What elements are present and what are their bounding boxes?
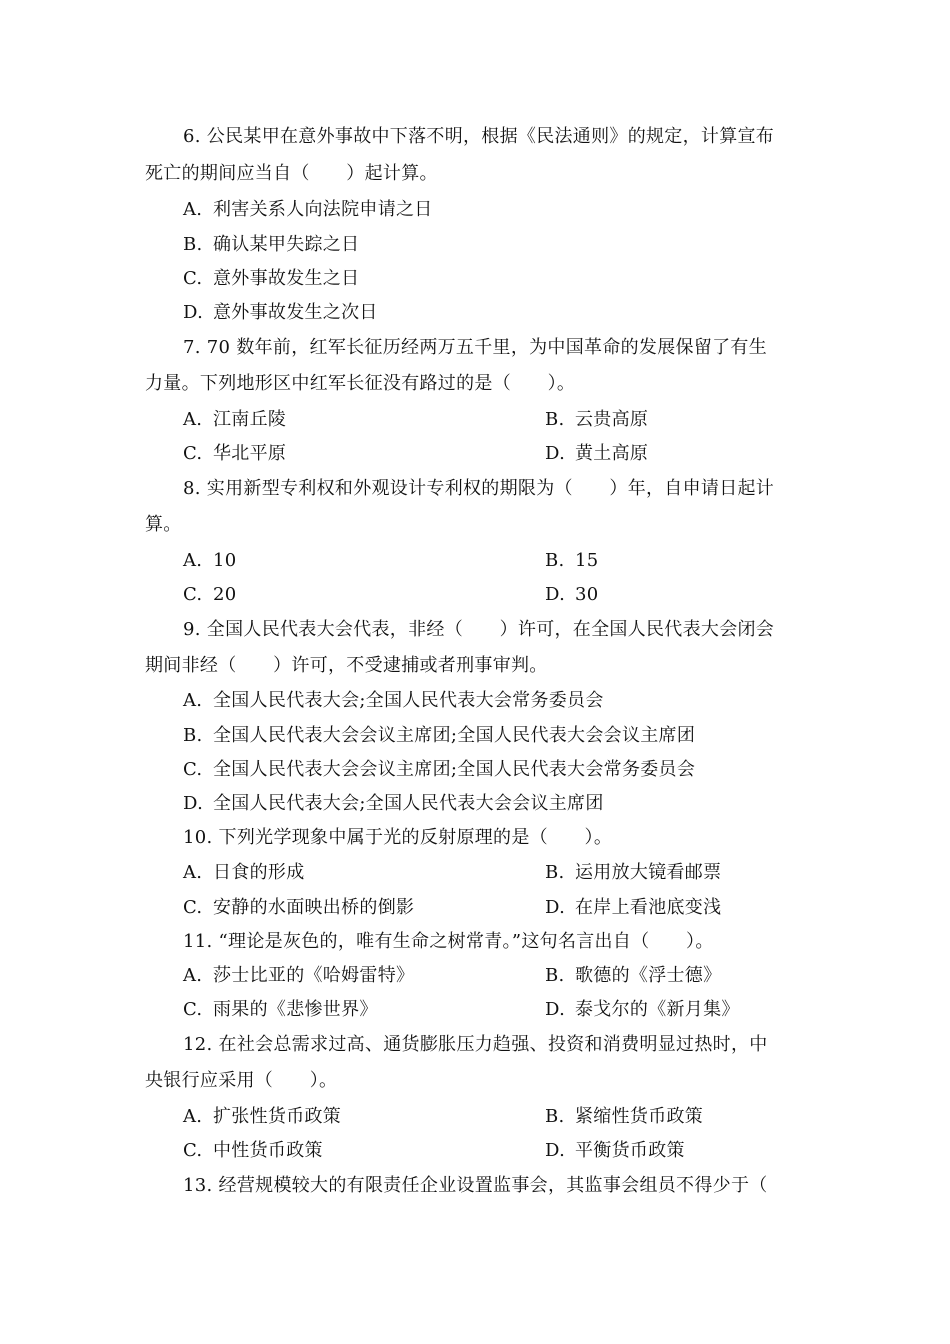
question-9-stem-line-1: 9. 全国人民代表大会代表，非经（ ）许可，在全国人民代表大会闭会 xyxy=(183,619,775,640)
option-label: A. xyxy=(183,965,203,986)
option-label: A. xyxy=(183,409,203,430)
option-text: 莎士比亚的《哈姆雷特》 xyxy=(213,965,415,986)
question-9-option-b xyxy=(183,724,695,748)
option-label: D. xyxy=(545,999,566,1020)
question-10-option-b xyxy=(545,861,721,885)
option-text: 雨果的《悲惨世界》 xyxy=(213,999,378,1020)
question-10-option-a xyxy=(183,861,305,885)
option-label: D. xyxy=(183,302,204,323)
option-text: 全国人民代表大会会议主席团;全国人民代表大会常务委员会 xyxy=(213,759,696,780)
option-label: D. xyxy=(545,443,566,464)
option-text: 平衡货币政策 xyxy=(575,1140,685,1161)
option-label: B. xyxy=(545,409,565,430)
question-6-option-b xyxy=(183,233,359,257)
option-label: C. xyxy=(183,897,203,918)
question-8-stem-line-1: 8. 实用新型专利权和外观设计专利权的期限为（ ）年，自申请日起计 xyxy=(183,478,775,499)
question-10-stem-line-1: 10. 下列光学现象中属于光的反射原理的是（ ）。 xyxy=(183,827,613,848)
option-label: B. xyxy=(545,1106,565,1127)
option-label: C. xyxy=(183,1140,203,1161)
question-8-option-d xyxy=(545,583,599,607)
option-text: 全国人民代表大会会议主席团;全国人民代表大会会议主席团 xyxy=(213,725,696,746)
question-8-option-b xyxy=(545,549,599,573)
option-text: 15 xyxy=(575,550,599,571)
option-label: D. xyxy=(545,584,566,605)
question-7-stem-line-1: 7. 70 数年前，红军长征历经两万五千里，为中国革命的发展保留了有生 xyxy=(183,337,768,358)
option-text: 紧缩性货币政策 xyxy=(575,1106,704,1127)
option-label: B. xyxy=(183,725,203,746)
option-label: A. xyxy=(183,690,203,711)
question-7-option-a xyxy=(183,408,286,432)
question-6-option-a xyxy=(183,198,433,222)
option-label: B. xyxy=(545,862,565,883)
option-label: D. xyxy=(545,1140,566,1161)
option-text: 20 xyxy=(213,584,237,605)
option-text: 中性货币政策 xyxy=(213,1140,323,1161)
question-7-option-d xyxy=(545,442,648,466)
question-11-stem-line-1: 11. “理论是灰色的，唯有生命之树常青。”这句名言出自（ ）。 xyxy=(183,931,714,952)
option-text: 泰戈尔的《新月集》 xyxy=(575,999,740,1020)
option-label: A. xyxy=(183,199,203,220)
option-text: 华北平原 xyxy=(213,443,287,464)
question-11-option-a xyxy=(183,964,414,988)
option-text: 在岸上看池底变浅 xyxy=(575,897,722,918)
option-text: 日食的形成 xyxy=(213,862,305,883)
option-label: C. xyxy=(183,759,203,780)
question-6-option-c xyxy=(183,267,359,291)
question-12-option-d xyxy=(545,1139,685,1163)
question-8-option-c xyxy=(183,583,237,607)
question-12-option-b xyxy=(545,1105,703,1129)
option-label: B. xyxy=(545,965,565,986)
question-12-stem-line-1: 12. 在社会总需求过高、通货膨胀压力趋强、投资和消费明显过热时，中 xyxy=(183,1034,768,1055)
question-7-stem-line-2: 力量。下列地形区中红军长征没有路过的是（ ）。 xyxy=(145,373,576,394)
question-9-option-d xyxy=(183,792,604,816)
option-label: A. xyxy=(183,862,203,883)
question-12-option-a xyxy=(183,1105,341,1129)
option-label: C. xyxy=(183,999,203,1020)
question-7-option-c xyxy=(183,442,286,466)
option-label: D. xyxy=(183,793,204,814)
question-10-option-d xyxy=(545,896,721,920)
option-text: 30 xyxy=(575,584,599,605)
option-label: D. xyxy=(545,897,566,918)
option-text: 安静的水面映出桥的倒影 xyxy=(213,897,415,918)
question-8-option-a xyxy=(183,549,237,573)
option-label: A. xyxy=(183,550,203,571)
option-label: C. xyxy=(183,268,203,289)
option-text: 意外事故发生之次日 xyxy=(213,302,378,323)
option-text: 云贵高原 xyxy=(575,409,649,430)
option-text: 扩张性货币政策 xyxy=(213,1106,342,1127)
option-label: A. xyxy=(183,1106,203,1127)
option-label: C. xyxy=(183,584,203,605)
question-8-stem-line-2: 算。 xyxy=(145,514,182,535)
option-text: 全国人民代表大会;全国人民代表大会常务委员会 xyxy=(213,690,604,711)
option-text: 10 xyxy=(213,550,237,571)
question-12-stem-line-2: 央银行应采用（ ）。 xyxy=(145,1070,338,1091)
question-6-stem-line-1: 6. 公民某甲在意外事故中下落不明，根据《民法通则》的规定，计算宣布 xyxy=(183,126,775,147)
question-12-option-c xyxy=(183,1139,323,1163)
question-9-stem-line-2: 期间非经（ ）许可，不受逮捕或者刑事审判。 xyxy=(145,655,548,676)
question-6-stem-line-2: 死亡的期间应当自（ ）起计算。 xyxy=(145,163,438,184)
question-9-option-c xyxy=(183,758,695,782)
option-text: 江南丘陵 xyxy=(213,409,287,430)
option-label: C. xyxy=(183,443,203,464)
option-text: 歌德的《浮士德》 xyxy=(575,965,722,986)
question-7-option-b xyxy=(545,408,648,432)
question-9-option-a xyxy=(183,689,604,713)
option-text: 利害关系人向法院申请之日 xyxy=(213,199,433,220)
question-11-option-d xyxy=(545,998,740,1022)
option-text: 意外事故发生之日 xyxy=(213,268,360,289)
question-6-option-d xyxy=(183,301,378,325)
question-10-option-c xyxy=(183,896,414,920)
question-11-option-c xyxy=(183,998,378,1022)
option-label: B. xyxy=(545,550,565,571)
option-text: 黄土高原 xyxy=(575,443,649,464)
question-13-stem-line-1: 13. 经营规模较大的有限责任企业设置监事会，其监事会组员不得少于（ xyxy=(183,1175,768,1196)
option-text: 全国人民代表大会;全国人民代表大会会议主席团 xyxy=(213,793,604,814)
option-text: 运用放大镜看邮票 xyxy=(575,862,722,883)
option-text: 确认某甲失踪之日 xyxy=(213,234,360,255)
option-label: B. xyxy=(183,234,203,255)
question-11-option-b xyxy=(545,964,721,988)
